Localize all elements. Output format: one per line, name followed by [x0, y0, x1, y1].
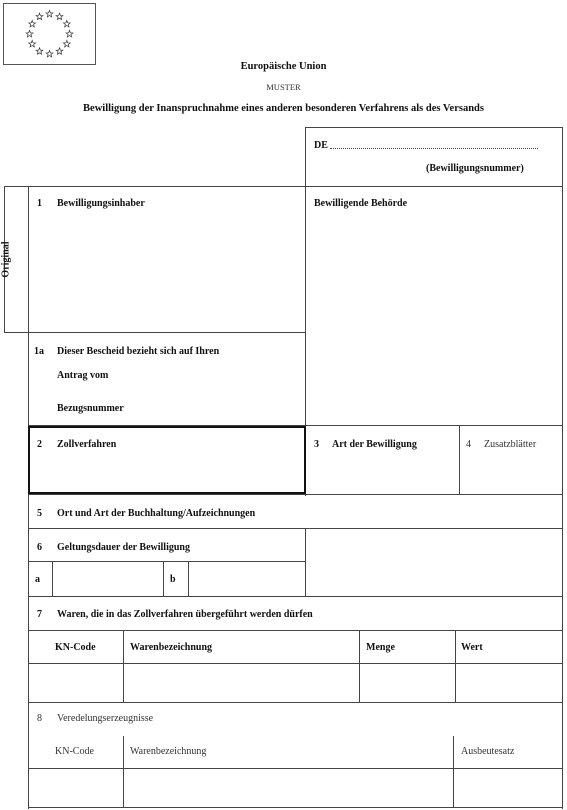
de-number-label: (Bewilligungsnummer) [426, 163, 524, 174]
field-7-col-menge: Menge [366, 642, 395, 653]
field-6b-label: b [170, 574, 176, 585]
field-6a-label: a [35, 574, 40, 585]
flag-star-icon [29, 40, 36, 47]
field-1-number: 1 [37, 198, 42, 209]
field-1a-line2: Antrag vom [57, 370, 109, 381]
field-8-col-ausbeutesatz: Ausbeutesatz [461, 746, 515, 757]
field-8-col-kncode: KN-Code [55, 746, 94, 757]
field-1-label: Bewilligungsinhaber [57, 198, 145, 209]
field-3-number: 3 [314, 439, 319, 450]
field-1a-line3: Bezugsnummer [57, 403, 124, 414]
field-5-number: 5 [37, 508, 42, 519]
field-8-number: 8 [37, 713, 42, 724]
flag-star-icon [63, 40, 70, 47]
eu-flag-icon [3, 3, 96, 65]
eu-stars-ring [4, 4, 95, 64]
field-7-col-wert: Wert [461, 642, 483, 653]
field-8-label: Veredelungserzeugnisse [57, 713, 154, 724]
flag-star-icon [26, 30, 33, 37]
flag-star-icon [29, 20, 36, 27]
field-3-label: Art der Bewilligung [332, 439, 417, 450]
flag-star-icon [56, 13, 63, 20]
flag-star-icon [36, 48, 43, 55]
field-4-label: Zusatzblätter [484, 439, 537, 450]
field-4-number: 4 [466, 439, 471, 450]
field-2-box[interactable] [28, 426, 306, 494]
field-7-number: 7 [37, 609, 42, 620]
field-7-col-kncode: KN-Code [55, 642, 96, 653]
field-6-label: Geltungsdauer der Bewilligung [57, 542, 190, 553]
flag-star-icon [36, 13, 43, 20]
field-2-label: Zollverfahren [57, 439, 117, 450]
de-prefix: DE [314, 140, 328, 151]
flag-star-icon [66, 30, 73, 37]
header-muster: MUSTER [266, 82, 301, 92]
flag-star-icon [46, 10, 53, 17]
field-8-col-warenbezeichnung: Warenbezeichnung [130, 746, 207, 757]
side-label-original: Original [0, 241, 12, 278]
flag-star-icon [63, 20, 70, 27]
field-2-number: 2 [37, 439, 42, 450]
authority-label: Bewilligende Behörde [314, 198, 408, 209]
field-7-col-warenbezeichnung: Warenbezeichnung [130, 642, 213, 653]
flag-star-icon [46, 50, 53, 57]
field-5-label: Ort und Art der Buchhaltung/Aufzeichnungen [57, 508, 256, 519]
de-number-dotted-line[interactable] [330, 148, 538, 149]
header-title: Bewilligung der Inanspruchnahme eines anderen besonderen Verfahrens als des Versands [83, 103, 484, 114]
header-union: Europäische Union [240, 61, 327, 72]
field-7-label: Waren, die in das Zollverfahren übergeführt werden dürfen [57, 609, 313, 620]
flag-star-icon [56, 48, 63, 55]
field-1a-line1: Dieser Bescheid bezieht sich auf Ihren [57, 346, 220, 357]
field-1a-number: 1a [34, 346, 44, 357]
field-6-number: 6 [37, 542, 42, 553]
